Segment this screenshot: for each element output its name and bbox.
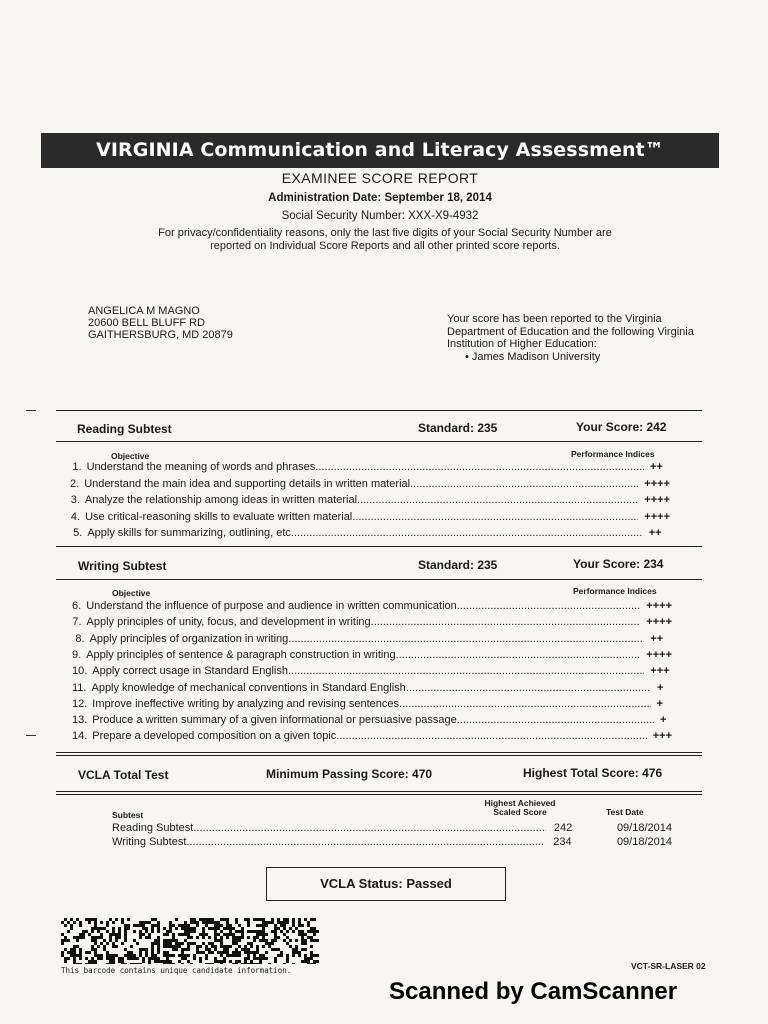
section-divider <box>56 410 702 411</box>
section-divider-double <box>56 752 702 756</box>
scaled-score: 242 <box>553 822 573 834</box>
total-score-row <box>112 836 672 849</box>
leader-dots <box>396 649 641 662</box>
leader-dots <box>357 494 638 507</box>
objective-number: 11. <box>72 681 87 694</box>
writing-objective-row <box>72 616 672 629</box>
writing-standard: Standard: 235 <box>418 558 498 572</box>
writing-objective-row <box>72 730 672 743</box>
performance-index: ++++ <box>644 477 670 490</box>
performance-index: +++ <box>652 730 672 743</box>
writing-objective-row <box>72 682 672 695</box>
objective-number: 3. <box>70 494 80 506</box>
leader-dots <box>315 461 644 474</box>
reading-objective-row <box>70 527 670 540</box>
reported-text: Your score has been reported to the Virginia Department of Education and the following Virginia Institution of Higher Education: <box>447 313 694 350</box>
reading-performance-header: Performance Indices <box>571 449 655 459</box>
objective-text: Apply principles of unity, focus, and development in writing <box>86 616 371 629</box>
performance-index: + <box>657 681 664 694</box>
objective-number: 2. <box>70 477 80 490</box>
leader-dots <box>294 527 643 540</box>
barcode-caption: This barcode contains unique candidate information. <box>61 966 292 975</box>
margin-tick <box>26 735 36 736</box>
score-reported-notice <box>447 313 717 363</box>
reading-standard: Standard: 235 <box>418 421 498 435</box>
camscanner-watermark: Scanned by CamScanner <box>389 978 678 1005</box>
objective-number: 4. <box>70 510 81 523</box>
objective-number: 10. <box>72 665 88 678</box>
scaled-score: 234 <box>553 836 572 848</box>
barcode-image <box>61 918 319 964</box>
writing-objective-row <box>72 633 672 646</box>
subtest-name: Reading Subtest <box>112 822 194 834</box>
reading-your-score: Your Score: 242 <box>576 420 667 434</box>
performance-index: ++++ <box>646 616 672 629</box>
writing-subtest-label: Writing Subtest <box>78 559 167 573</box>
objective-text: Apply skills for summarizing, outlining, etc. <box>87 527 294 539</box>
objective-text: Understand the influence of purpose and audience in written communication <box>86 600 457 612</box>
objective-text: Prepare a developed composition on a given topic <box>92 730 337 743</box>
performance-index: + <box>659 714 667 727</box>
leader-dots <box>352 511 638 524</box>
minimum-passing-score: Minimum Passing Score: 470 <box>266 767 433 781</box>
total-col-subtest: Subtest <box>112 810 144 820</box>
vcla-status-box: VCLA Status: Passed <box>266 867 506 901</box>
objective-number: 12. <box>72 697 88 710</box>
margin-tick <box>26 410 36 411</box>
objective-text: Understand the meaning of words and phrases <box>86 461 316 473</box>
privacy-note: For privacy/confidentiality reasons, only the last five digits of your Social Security Number are reported on Individual Score Reports and all other printed score reports. <box>158 227 612 252</box>
reading-objective-header: Objective <box>111 451 150 461</box>
subtest-name: Writing Subtest <box>112 836 187 848</box>
writing-objective-header: Objective <box>112 588 151 598</box>
writing-objective-row <box>72 649 672 662</box>
leader-dots <box>457 600 641 613</box>
examinee-name: ANGELICA M MAGNO <box>88 305 200 317</box>
writing-objective-row <box>72 698 672 711</box>
objective-number: 9. <box>72 648 82 661</box>
report-title: EXAMINEE SCORE REPORT <box>281 170 479 186</box>
writing-objective-row <box>72 600 672 613</box>
social-security-number: Social Security Number: XXX-X9-4932 <box>281 210 479 222</box>
reported-institution: • James Madison University <box>465 350 601 363</box>
leader-dots <box>186 836 545 849</box>
objective-number: 13. <box>72 714 88 727</box>
leader-dots <box>371 616 641 629</box>
writing-performance-header: Performance Indices <box>573 586 657 596</box>
test-date: 09/18/2014 <box>616 836 672 848</box>
reading-subtest-label: Reading Subtest <box>77 422 172 436</box>
performance-index: ++++ <box>646 600 672 612</box>
examinee-city: GAITHERSBURG, MD 20879 <box>88 329 233 341</box>
performance-index: ++ <box>648 527 662 539</box>
examinee-address <box>88 305 233 341</box>
writing-objective-row <box>72 665 672 678</box>
reading-objective-row <box>70 511 670 524</box>
performance-index: + <box>656 697 664 710</box>
objective-text: Use critical-reasoning skills to evaluate written material <box>85 510 353 523</box>
total-score-row <box>112 822 672 835</box>
objective-number: 14. <box>72 730 88 743</box>
objective-text: Improve ineffective writing by analyzing and revising sentences <box>92 697 400 710</box>
total-col-scaled-score: Highest Achieved Scaled Score <box>484 798 556 817</box>
performance-index: ++++ <box>644 510 670 523</box>
performance-index: ++ <box>649 461 663 473</box>
objective-number: 7. <box>72 616 82 629</box>
leader-dots <box>399 698 651 711</box>
section-divider <box>56 579 702 580</box>
reading-objective-row <box>70 461 670 474</box>
form-code: VCT-SR-LASER 02 <box>631 961 706 971</box>
leader-dots <box>406 682 651 695</box>
leader-dots <box>193 822 546 835</box>
leader-dots <box>457 714 654 727</box>
section-divider <box>56 546 702 547</box>
leader-dots <box>410 478 638 491</box>
objective-number: 1. <box>72 461 82 473</box>
performance-index: +++ <box>650 665 670 678</box>
performance-index: ++ <box>650 632 664 645</box>
objective-number: 6. <box>72 600 82 612</box>
section-divider-double <box>56 791 702 795</box>
objective-text: Apply knowledge of mechanical conventions in Standard English <box>91 681 406 694</box>
objective-text: Apply principles of sentence & paragraph construction in writing <box>86 648 396 661</box>
objective-number: 5. <box>73 527 83 539</box>
leader-dots <box>288 633 644 646</box>
leader-dots <box>336 730 646 743</box>
highest-total-score: Highest Total Score: 476 <box>523 766 663 780</box>
reading-objective-row <box>70 478 670 491</box>
section-divider <box>56 441 702 442</box>
reading-objective-row <box>70 494 670 507</box>
total-test-label: VCLA Total Test <box>78 768 169 782</box>
objective-text: Analyze the relationship among ideas in written material <box>84 494 358 506</box>
examinee-street: 20600 BELL BLUFF RD <box>88 317 205 329</box>
test-date: 09/18/2014 <box>616 822 672 834</box>
leader-dots <box>288 665 644 678</box>
performance-index: ++++ <box>646 648 672 661</box>
administration-date: Administration Date: September 18, 2014 <box>268 192 492 204</box>
objective-number: 8. <box>75 632 85 645</box>
total-col-test-date: Test Date <box>606 807 644 817</box>
performance-index: ++++ <box>644 494 670 506</box>
writing-your-score: Your Score: 234 <box>573 557 664 571</box>
objective-text: Apply correct usage in Standard English <box>92 665 288 678</box>
objective-text: Apply principles of organization in writing <box>89 632 289 645</box>
report-banner-title: VIRGINIA Communication and Literacy Assessment™ <box>41 133 719 168</box>
objective-text: Understand the main idea and supporting details in written material <box>84 477 411 490</box>
objective-text: Produce a written summary of a given informational or persuasive passage <box>92 714 457 727</box>
writing-objective-row <box>72 714 672 727</box>
